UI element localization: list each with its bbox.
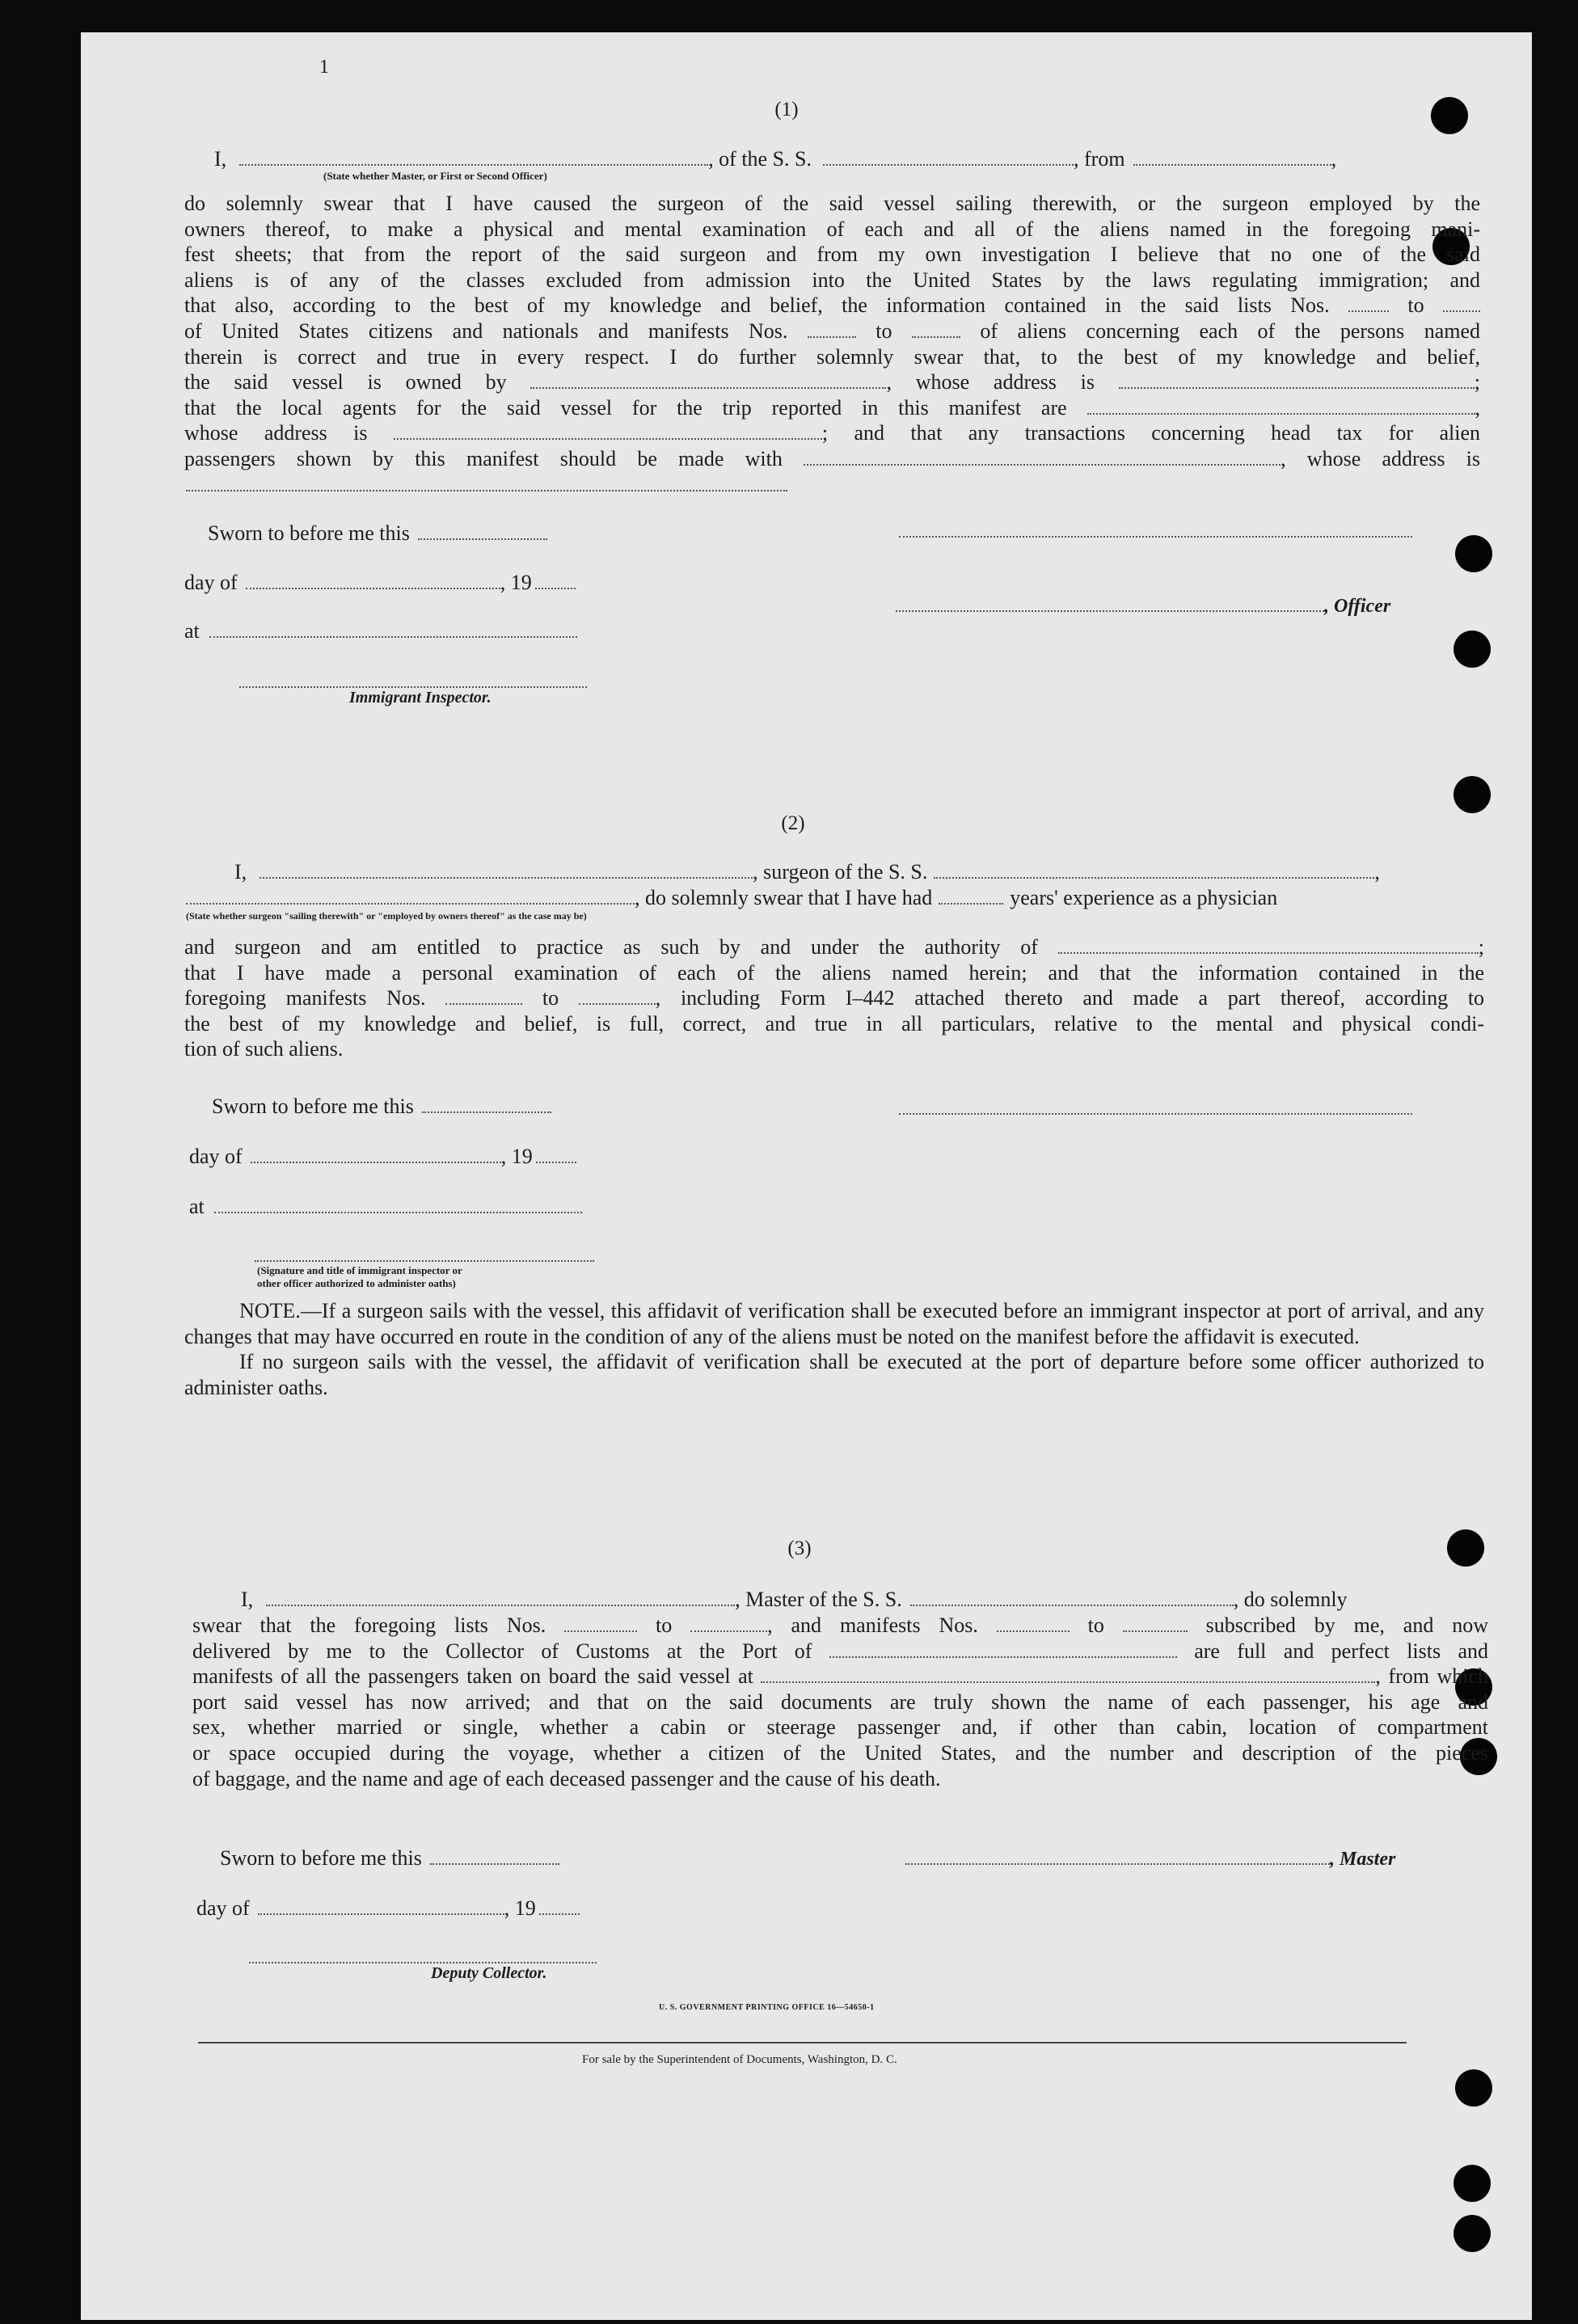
s1-caption: (State whether Master, or First or Second Officer) — [323, 170, 547, 182]
s2-sworn-date-field[interactable] — [422, 1111, 551, 1113]
surgeon-status-field[interactable] — [186, 902, 635, 905]
s1-month-field[interactable] — [246, 587, 500, 589]
s3-month-field[interactable] — [258, 1913, 504, 1915]
local-agents-field[interactable] — [1087, 412, 1475, 415]
s3-line-1: I, , Master of the S. S. , do solemnly — [241, 1588, 1348, 1611]
binder-hole — [1455, 2069, 1492, 2107]
s3-collector-signature-line[interactable] — [249, 1961, 597, 1963]
s3-year-field[interactable] — [539, 1913, 580, 1915]
s1-officer-signature-line[interactable] — [896, 609, 1324, 612]
s2-sig-caption-2: other officer authorized to administer oaths) — [257, 1277, 456, 1289]
s2-body: and surgeon and am entitled to practice as such by and under the authority of ; that I have made a personal examination of each of the aliens named herein; and that the information contained in the foregoing manifests Nos. to , including Form I–442 attached thereto and made a part thereof, according to the best of my knowledge and belief, is full, correct, and true in all particulars, relative to the mental and physical condi- tion of such aliens. — [184, 935, 1485, 1061]
s3-sworn: Sworn to before me this — [220, 1846, 559, 1871]
s2-caption: (State whether surgeon "sailing therewith" or "employed by owners thereof" as the case may be) — [186, 910, 587, 922]
binder-hole — [1431, 97, 1468, 134]
s2-note: NOTE.—If a surgeon sails with the vessel, this affidavit of verification shall be executed before an immigrant inspector at port of arrival, and any changes that may have occurred en route in the condition of any of the aliens must be noted on the manifest before the affidavit is executed. If no surgeon sails with the vessel, the affidavit of verification shall be executed at the port of departure before some officer authorized to administer oaths. — [184, 1299, 1484, 1399]
s2-at: at — [189, 1195, 582, 1219]
s3-lists-from-field[interactable] — [564, 1630, 637, 1632]
s1-sworn: Sworn to before me this — [208, 521, 547, 546]
s3-sworn-date-field[interactable] — [430, 1862, 559, 1865]
officer-rank-field[interactable] — [239, 163, 708, 166]
s1-sworn-date-field[interactable] — [418, 538, 547, 540]
years-experience-field[interactable] — [939, 902, 1003, 905]
collector-port-field[interactable] — [829, 1655, 1177, 1658]
form-sheet — [81, 32, 1532, 2320]
footer-rule — [198, 2042, 1407, 2044]
owner-address-field[interactable] — [1119, 386, 1475, 389]
binder-hole — [1454, 631, 1491, 668]
binder-hole — [1447, 1529, 1484, 1567]
owner-field[interactable] — [530, 386, 886, 389]
footer-note: For sale by the Superintendent of Documents, Washington, D. C. — [582, 2053, 897, 2066]
s1-at: at — [184, 619, 577, 643]
s3-master-signature: , Master — [905, 1846, 1395, 1871]
s2-sworn: Sworn to before me this — [212, 1095, 551, 1119]
s3-manifests-from-field[interactable] — [997, 1630, 1070, 1632]
s2-right-signature-line[interactable] — [899, 1112, 1412, 1115]
s1-place-field[interactable] — [209, 635, 577, 638]
s2-place-field[interactable] — [214, 1211, 582, 1213]
binder-hole — [1455, 535, 1492, 572]
section-1-number: (1) — [774, 99, 799, 120]
s1-inspector-label: Immigrant Inspector. — [349, 689, 492, 706]
lists-from-field[interactable] — [1348, 310, 1389, 312]
manifests-from-field[interactable] — [808, 335, 856, 338]
head-tax-address-field[interactable] — [186, 489, 787, 491]
s1-year-field[interactable] — [535, 587, 576, 589]
s2-vessel-name-field[interactable] — [934, 876, 1374, 879]
s3-manifests-to-field[interactable] — [1123, 1630, 1188, 1632]
embarkation-port-field[interactable] — [761, 1681, 1375, 1683]
from-port-field[interactable] — [1133, 163, 1331, 166]
binder-hole — [1454, 776, 1491, 813]
practice-authority-field[interactable] — [1058, 951, 1479, 954]
printer-imprint: U. S. GOVERNMENT PRINTING OFFICE 16—54650-1 — [659, 2003, 875, 2012]
surgeon-name-field[interactable] — [259, 876, 753, 879]
s2-line-2: , do solemnly swear that I have had years' experience as a physician — [186, 886, 1277, 910]
s1-inspector-signature-line[interactable] — [239, 685, 587, 688]
lists-to-field[interactable] — [1443, 310, 1480, 312]
s1-top-signature-line[interactable] — [899, 535, 1412, 538]
s3-collector-label: Deputy Collector. — [431, 1964, 547, 1982]
s2-sig-caption-1: (Signature and title of immigrant inspector or — [257, 1264, 462, 1276]
master-name-field[interactable] — [266, 1604, 735, 1606]
s1-body: do solemnly swear that I have caused the surgeon of the said vessel sailing therewith, or the surgeon employed by the owners thereof, to make a physical and mental examination of each and all of the aliens named in the foregoing mani- fest sheets; that from the report of the said surgeon and from my own investigation I believe that no one of the said aliens is of any of the classes excluded from admission into the United States by the laws regulating immigration; and that also, according to the best of my knowledge and belief, the information contained in the said lists Nos. to of United States citizens and nationals and manifests Nos. to of aliens concerning each of the persons named therein is correct and true in every respect. I do further solemnly swear that, to the best of my knowledge and belief, the said vessel is owned by , whose address is ; that the local agents for the said vessel for the trip reported in this manifest are , whose address is ; and that any transactions concerning head tax for alien passengers shown by this manifest should be made with , whose address is — [184, 192, 1481, 470]
binder-hole — [1454, 2215, 1491, 2252]
head-tax-contact-field[interactable] — [804, 463, 1281, 466]
s3-lists-to-field[interactable] — [690, 1630, 767, 1632]
page-marker: 1 — [319, 57, 329, 78]
s2-signature-line[interactable] — [255, 1259, 594, 1262]
agents-address-field[interactable] — [394, 437, 822, 440]
s3-vessel-name-field[interactable] — [910, 1604, 1234, 1606]
s2-manifests-from-field[interactable] — [445, 1002, 522, 1005]
s2-year-field[interactable] — [536, 1161, 576, 1163]
s3-master-signature-line[interactable] — [905, 1862, 1330, 1865]
section-2-number: (2) — [781, 812, 805, 834]
section-3-number: (3) — [787, 1537, 812, 1559]
s2-day-of: day of , 19 — [189, 1145, 576, 1169]
s3-body: swear that the foregoing lists Nos. to , and manifests Nos. to subscribed by me, and now delivered by me to the Collector of Customs at the Port of are full and perfect lists and manifests of all the passengers taken on board the said vessel at , from which port said vessel has now arrived; and that on the said documents are truly shown the name of each passenger, his age and sex, whether married or single, whether a cabin or steerage passenger and, if other than cabin, location of compartment or space occupied during the voyage, whether a citizen of the United States, and the number and description of the pieces of baggage, and the name and age of each deceased passenger and the cause of his death. — [192, 1613, 1489, 1790]
s2-month-field[interactable] — [251, 1161, 501, 1163]
s1-day-of: day of , 19 — [184, 571, 576, 595]
s3-day-of: day of , 19 — [196, 1896, 580, 1921]
vessel-name-field[interactable] — [823, 163, 1074, 166]
s1-line-1: I, , of the S. S. , from , — [214, 147, 1337, 171]
binder-hole — [1454, 2165, 1491, 2202]
manifests-to-field[interactable] — [912, 335, 960, 338]
s1-officer-signature: , Officer — [896, 593, 1390, 618]
s2-line-1: I, , surgeon of the S. S. , — [234, 860, 1380, 884]
s2-manifests-to-field[interactable] — [579, 1002, 656, 1005]
